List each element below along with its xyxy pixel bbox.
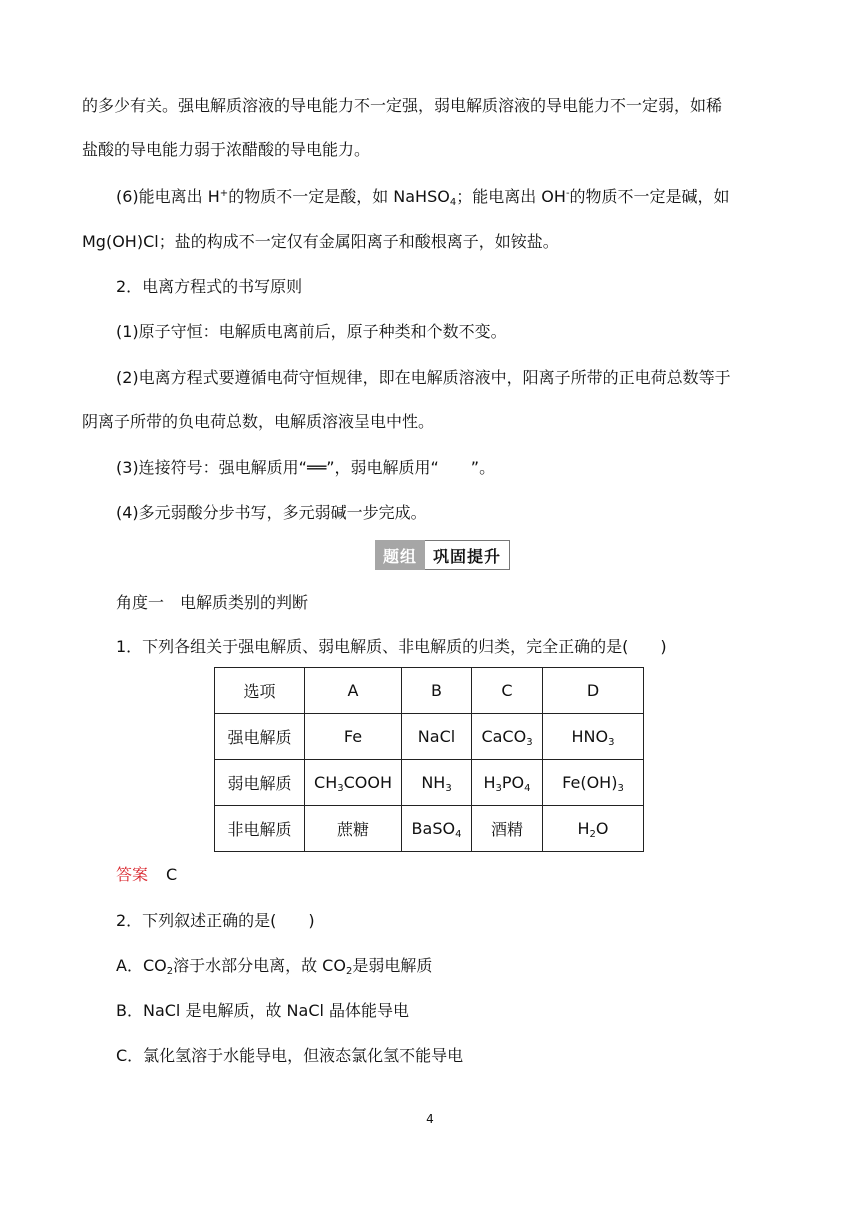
section-header-badge xyxy=(375,540,510,570)
option-b: B．NaCl 是电解质，故 NaCl 晶体能导电 xyxy=(116,1001,410,1020)
table-cell: $NH_3$ xyxy=(402,760,472,806)
paragraph-text: 盐酸的导电能力弱于浓醋酸的导电能力。 xyxy=(82,140,371,159)
section-subtitle: 2．电离方程式的书写原则 xyxy=(116,277,303,296)
table-header-cell: 选项 xyxy=(215,668,305,714)
option-a: A．$CO_2$溶于水部分电离，故 $CO_2$是弱电解质 xyxy=(116,956,433,977)
row-label: 强电解质 xyxy=(215,714,305,760)
table-cell: 酒精 xyxy=(472,806,543,852)
text-run: 的物质不一定是酸，如 NaHSO xyxy=(228,187,450,206)
page-number: 4 xyxy=(426,1112,434,1126)
superscript: + xyxy=(219,188,229,199)
paragraph-text xyxy=(116,186,730,208)
table-cell: Fe xyxy=(305,714,402,760)
table-cell: $HNO_3$ xyxy=(543,714,644,760)
question-2: 2．下列叙述正确的是( ) xyxy=(116,911,315,930)
paragraph-text: 阴离子所带的负电荷总数，电解质溶液呈电中性。 xyxy=(82,412,435,431)
table-row xyxy=(215,668,644,714)
table-cell: 蔗糖 xyxy=(305,806,402,852)
badge-label: 题组 xyxy=(375,540,425,570)
table-cell: CaCO$_3$ xyxy=(472,714,543,760)
row-label: 非电解质 xyxy=(215,806,305,852)
angle-heading: 角度一 电解质类别的判断 xyxy=(116,593,309,612)
row-label: 弱电解质 xyxy=(215,760,305,806)
table-cell: BaSO$_4$ xyxy=(402,806,472,852)
table-row xyxy=(215,806,644,852)
table-header-cell: B xyxy=(402,668,472,714)
text-run: 的物质不一定是碱，如 xyxy=(569,187,730,206)
paragraph-text: (3)连接符号：强电解质用“══”，弱电解质用“ ”。 xyxy=(116,458,496,477)
table-header-cell: C xyxy=(472,668,543,714)
paragraph-text: (4)多元弱酸分步书写，多元弱碱一步完成。 xyxy=(116,503,427,522)
table-cell: $CH_3COOH$ xyxy=(305,760,402,806)
table-row xyxy=(215,760,644,806)
paragraph-text: (1)原子守恒：电解质电离前后，原子种类和个数不变。 xyxy=(116,322,507,341)
answer-label: 答案 xyxy=(116,865,149,884)
table-cell: $H_3PO_4$ xyxy=(472,760,543,806)
paragraph-text: 的多少有关。强电解质溶液的导电能力不一定强，弱电解质溶液的导电能力不一定弱，如稀 xyxy=(82,96,723,115)
badge-title: 巩固提升 xyxy=(425,540,510,570)
answer-line xyxy=(116,864,177,886)
table-cell: $Fe(OH)_3$ xyxy=(543,760,644,806)
option-c: C．氯化氢溶于水能导电，但液态氯化氢不能导电 xyxy=(116,1046,464,1065)
table-cell: NaCl xyxy=(402,714,472,760)
table-cell: $H_2O$ xyxy=(543,806,644,852)
table-header-cell: A xyxy=(305,668,402,714)
answer-value: C xyxy=(166,865,178,884)
table-row xyxy=(215,714,644,760)
table-header-cell: D xyxy=(543,668,644,714)
text-run: (6)能电离出 H xyxy=(116,187,220,206)
paragraph-text: Mg(OH)Cl；盐的构成不一定仅有金属阳离子和酸根离子，如铵盐。 xyxy=(82,232,559,251)
question-1: 1．下列各组关于强电解质、弱电解质、非电解质的归类，完全正确的是( ) xyxy=(116,637,667,656)
paragraph-text: (2)电离方程式要遵循电荷守恒规律，即在电解质溶液中，阳离子所带的正电荷总数等于 xyxy=(116,368,731,387)
text-run: ；能电离出 OH xyxy=(456,187,566,206)
classification-table xyxy=(214,667,644,852)
subscript: 4 xyxy=(449,197,457,208)
superscript: - xyxy=(565,188,570,199)
